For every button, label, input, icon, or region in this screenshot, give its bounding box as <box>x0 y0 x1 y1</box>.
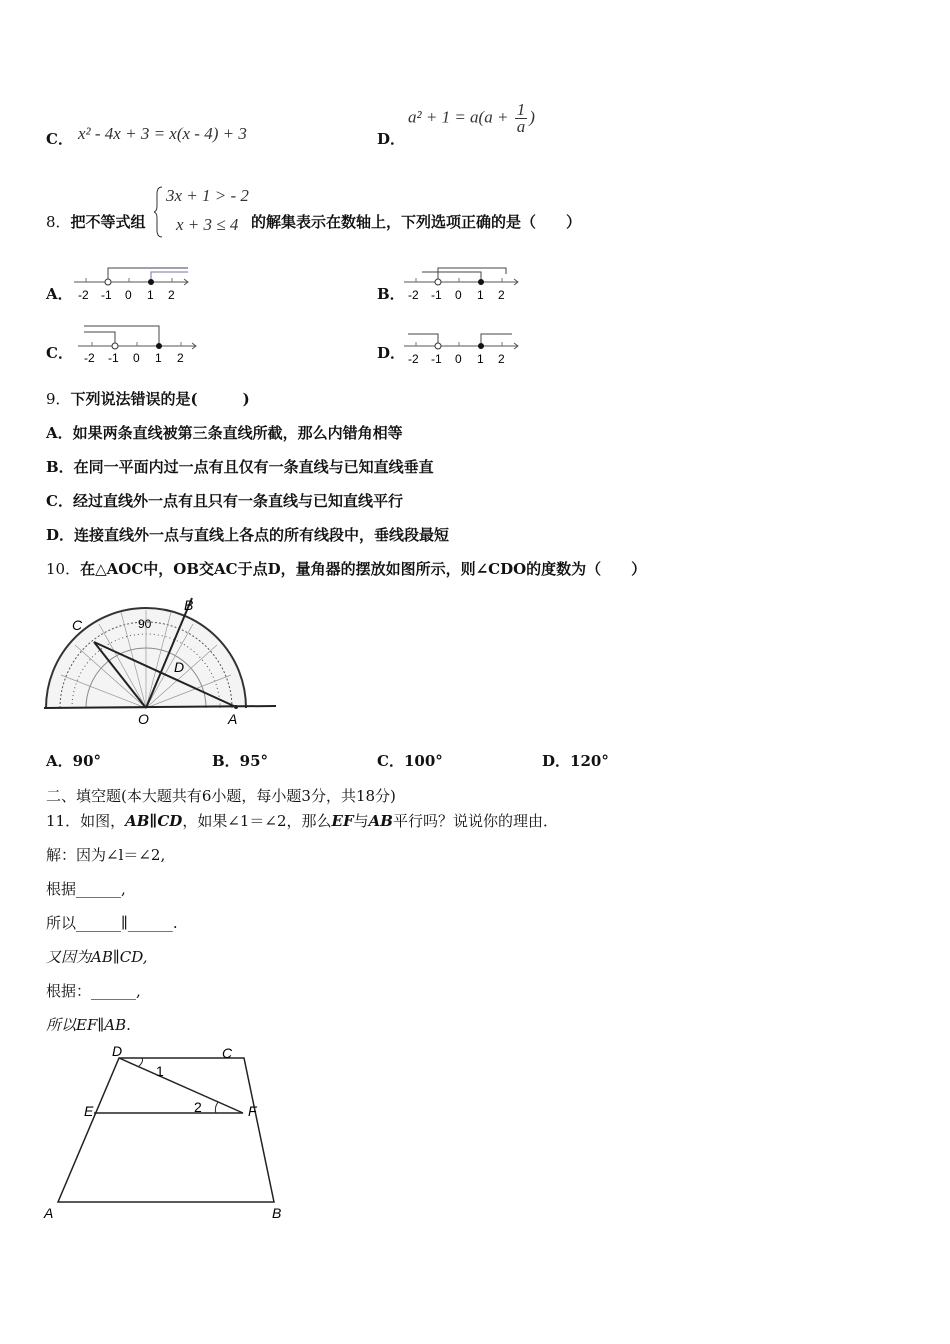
q8-numberline-a <box>72 262 192 304</box>
q10-stem <box>46 558 646 579</box>
q8a-tick-label: 2 <box>168 288 175 302</box>
q8d-open-point <box>435 343 441 349</box>
q11-line-3: 所以______∥______. <box>46 914 178 932</box>
q9-text: 下列说法错误的是( ) <box>70 390 250 408</box>
q10-number: 10． <box>46 560 81 578</box>
q8c-tick-label: -1 <box>108 351 119 364</box>
q11-label-c: C <box>222 1045 233 1061</box>
df-segment <box>119 1058 243 1113</box>
q8b-tick-label: 1 <box>477 288 484 302</box>
q11-label-angle-1: 1 <box>156 1063 164 1079</box>
q8b-tick-label: 2 <box>498 288 505 302</box>
q9-number: 9． <box>46 390 71 408</box>
q8b-tick-label: 0 <box>455 288 462 302</box>
q7-option-c-label: C． <box>46 130 73 148</box>
angle-2-arc <box>215 1102 218 1113</box>
q11-label-angle-2: 2 <box>194 1099 202 1115</box>
q8-numberline-d <box>402 326 522 366</box>
q11-line-5: 根据：______, <box>46 982 141 1000</box>
q8d-tick-label: 0 <box>455 352 462 366</box>
q8-inequality-1: 3x + 1 > - 2 <box>166 186 249 205</box>
q8-number: 8． <box>46 213 71 231</box>
q8d-tick-label: -1 <box>431 352 442 366</box>
q7-option-d-expression <box>408 102 535 135</box>
q10-label-d: D <box>174 659 185 675</box>
q9-stem <box>46 388 250 409</box>
q7-d-frac-num: 1 <box>516 100 526 119</box>
q10-protractor-figure <box>40 592 280 732</box>
q7-option-d-label: D． <box>377 130 406 148</box>
q8d-tick-label: 1 <box>477 352 484 366</box>
angle-1-arc <box>138 1058 143 1067</box>
q9-option-a: A．如果两条直线被第三条直线所截，那么内错角相等 <box>46 424 403 442</box>
q8d-tick-label: 2 <box>498 352 505 366</box>
q11-label-b: B <box>272 1205 282 1221</box>
q11-line-6: 所以EF∥AB. <box>46 1016 131 1034</box>
q8b-tick-label: -2 <box>408 288 419 302</box>
q11-stem-g: 平行吗？说说你的理由． <box>392 812 558 830</box>
q11-line-1: 解：因为∠l＝∠2, <box>46 846 166 864</box>
section-2-title: 二、填空题(本大题共有6小题，每小题3分，共18分) <box>46 787 396 805</box>
q10-label-o: O <box>138 711 149 727</box>
q8d-tick-label: -2 <box>408 352 419 366</box>
q11-label-d: D <box>112 1043 123 1059</box>
q8-inequality-2: x + 3 ≤ 4 <box>176 215 239 234</box>
q8c-tick-label: 0 <box>133 351 140 364</box>
q10-option-c: C．100° <box>377 752 443 770</box>
q11-stem-b: AB∥CD <box>125 812 183 830</box>
q10-label-a: A <box>228 711 238 727</box>
q11-stem <box>46 810 558 831</box>
q8b-solid-point <box>478 279 484 285</box>
q9-option-d: D．连接直线外一点与直线上各点的所有线段中，垂线段最短 <box>46 526 450 544</box>
q8a-tick-label: -1 <box>101 288 112 302</box>
q11-label-f: F <box>248 1103 257 1119</box>
q8a-solid-point <box>148 279 154 285</box>
q8a-tick-label: 1 <box>147 288 154 302</box>
q8-suffix: 的解集表示在数轴上，下列选项正确的是（ ） <box>251 213 582 231</box>
q8-stem <box>46 211 146 232</box>
q8a-tick-label: -2 <box>78 288 89 302</box>
q8-system-brace <box>154 186 164 238</box>
q8a-tick-label: 0 <box>125 288 132 302</box>
q8b-open-point <box>435 279 441 285</box>
q8c-tick-label: 1 <box>155 351 162 364</box>
q8c-tick-label: 2 <box>177 351 184 364</box>
q10-label-b: B <box>184 597 194 613</box>
q8d-solid-point <box>478 343 484 349</box>
q11-stem-a: 如图， <box>80 812 126 830</box>
q7-d-rhs: ) <box>529 107 535 127</box>
q8-option-c-label: C． <box>46 344 73 362</box>
q8-numberline-b <box>402 262 522 304</box>
q10-option-d: D．120° <box>542 752 609 770</box>
q10-protractor-90: 90 <box>138 617 152 631</box>
q10-label-c: C <box>72 617 83 633</box>
q7-d-lhs: a² + 1 = a(a + <box>408 107 513 127</box>
q11-stem-d: EF <box>331 812 354 830</box>
q9-option-b: B．在同一平面内过一点有且仅有一条直线与已知直线垂直 <box>46 458 434 476</box>
q11-line-2: 根据______, <box>46 880 126 898</box>
q10-option-a: A．90° <box>46 752 102 770</box>
q8-option-b-label: B． <box>377 285 405 303</box>
q11-stem-f: AB <box>368 812 393 830</box>
q11-trapezoid-figure <box>40 1040 290 1226</box>
q11-line-4: 又因为AB∥CD, <box>46 948 148 966</box>
q7-d-frac-den: a <box>516 117 526 136</box>
q8-option-d-label: D． <box>377 344 406 362</box>
q8b-tick-label: -1 <box>431 288 442 302</box>
q8-option-a-label: A． <box>46 285 73 303</box>
q11-label-a: A <box>44 1205 54 1221</box>
q9-option-c: C．经过直线外一点有且只有一条直线与已知直线平行 <box>46 492 403 510</box>
q10-text: 在△AOC中，OB交AC于点D，量角器的摆放如图所示，则∠CDO的度数为（ ） <box>80 560 647 578</box>
q11-number: 11． <box>46 812 81 830</box>
q11-stem-c: ，如果∠1＝∠2，那么 <box>182 812 332 830</box>
q8c-open-point <box>112 343 118 349</box>
q7-d-fraction <box>515 102 528 135</box>
q8-prefix: 把不等式组 <box>70 213 146 231</box>
q8a-open-point <box>105 279 111 285</box>
q10-option-b: B．95° <box>212 752 269 770</box>
q8-numberline-c <box>76 320 200 364</box>
q11-stem-e: 与 <box>353 812 369 830</box>
q11-label-e: E <box>84 1103 94 1119</box>
q8c-solid-point <box>156 343 162 349</box>
q8c-tick-label: -2 <box>84 351 95 364</box>
q7-option-c-expression: x² - 4x + 3 = x(x - 4) + 3 <box>78 124 247 143</box>
